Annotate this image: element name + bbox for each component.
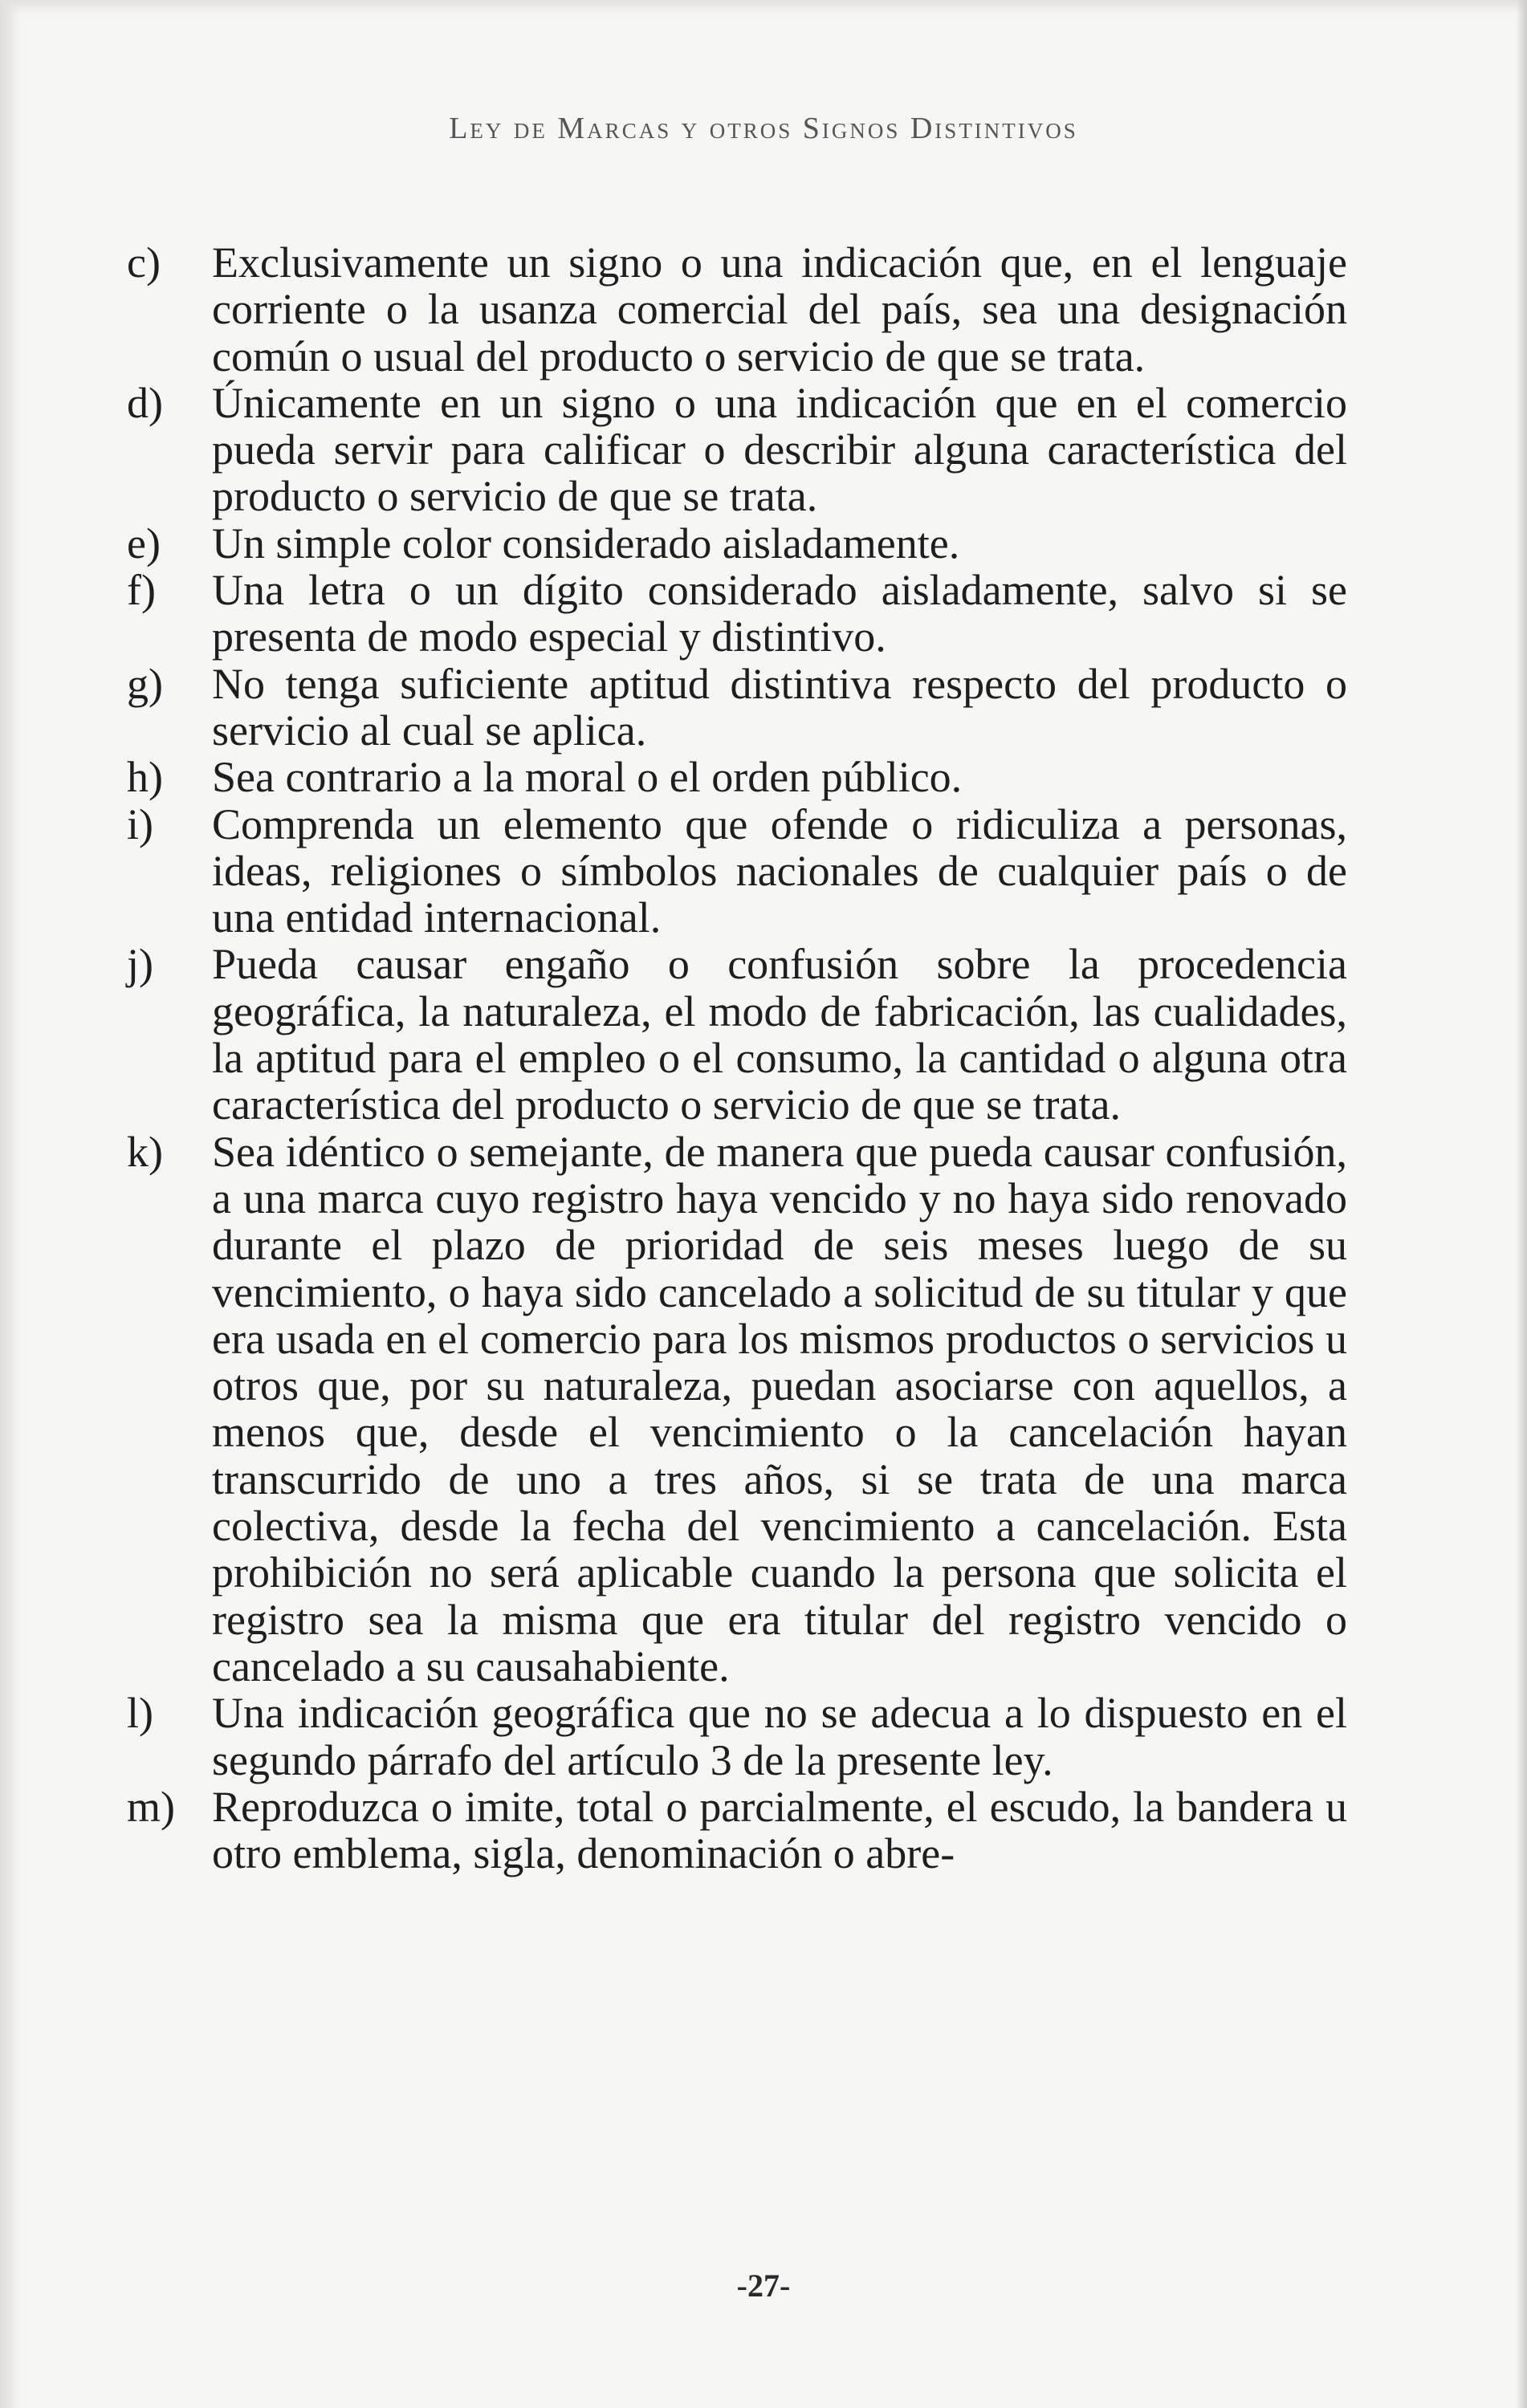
- item-marker: h): [127, 753, 163, 802]
- list-item-e: [127, 520, 1347, 567]
- item-marker: m): [127, 1782, 175, 1831]
- item-marker: f): [127, 566, 156, 615]
- list-item-d: [127, 380, 1347, 520]
- item-text: Un simple color considerado aisladamente.: [212, 519, 960, 567]
- list-item-m: [127, 1784, 1347, 1877]
- list-item-g: [127, 661, 1347, 755]
- item-text: No tenga suficiente aptitud distintiva respecto del producto o servicio al cual se aplica.: [212, 659, 1347, 755]
- running-header: Ley de Marcas y otros Signos Distintivos: [449, 112, 1078, 145]
- item-marker: j): [127, 940, 153, 989]
- page-gutter-shadow: [0, 0, 21, 2408]
- item-text: Sea idéntico o semejante, de manera que pueda causar confusión, a una marca cuyo registro haya vencido y no haya sido renovado durante el plazo de prioridad de seis meses luego de su vencimiento, o haya sido cancelado a solicitud de su titular y que era usada en el comercio para los mismos productos o servicios u otros que, por su naturaleza, puedan asociarse con aquellos, a menos que, desde el vencimiento o la cancelación hayan transcurrido de uno a tres años, si se trata de una marca colectiva, desde la fecha del vencimiento a cancelación. Esta prohibición no será aplicable cuando la persona que solicita el registro sea la misma que era titular del registro vencido o cancelado a su causahabiente.: [212, 1127, 1347, 1690]
- list-item-k: [127, 1129, 1347, 1690]
- list-item-i: [127, 801, 1347, 942]
- item-marker: i): [127, 799, 153, 848]
- page-edge-shadow: [1516, 0, 1527, 2408]
- list-item-c: [127, 239, 1347, 380]
- item-text: Reproduzca o imite, total o parcialmente, el escudo, la bandera u otro emblema, sigla, denominación o abre-: [212, 1782, 1347, 1878]
- list-item-l: [127, 1690, 1347, 1784]
- page-number: -27-: [736, 2268, 791, 2304]
- prohibition-list: [127, 239, 1347, 1877]
- item-marker: d): [127, 378, 163, 427]
- item-marker: k): [127, 1127, 163, 1176]
- item-marker: g): [127, 659, 163, 708]
- item-text: Comprenda un elemento que ofende o ridiculiza a personas, ideas, religiones o símbolos nacionales de cualquier país o de una entidad internacional.: [212, 799, 1347, 942]
- item-text: Exclusivamente un signo o una indicación que, en el lenguaje corriente o la usanza comercial del país, sea una designación común o usual del producto o servicio de que se trata.: [212, 238, 1347, 380]
- page-top-shadow: [0, 0, 1527, 14]
- item-text: Únicamente en un signo o una indicación que en el comercio pueda servir para calificar o describir alguna característica del producto o servicio de que se trata.: [212, 378, 1347, 521]
- item-text: Sea contrario a la moral o el orden público.: [212, 753, 963, 802]
- list-item-f: [127, 567, 1347, 661]
- list-item-j: [127, 941, 1347, 1128]
- item-marker: e): [127, 519, 161, 567]
- list-item-h: [127, 754, 1347, 800]
- item-text: Una letra o un dígito considerado aisladamente, salvo si se presenta de modo especial y distintivo.: [212, 566, 1347, 661]
- item-marker: c): [127, 238, 161, 287]
- item-text: Una indicación geográfica que no se adecua a lo dispuesto en el segundo párrafo del artículo 3 de la presente ley.: [212, 1689, 1347, 1784]
- item-text: Pueda causar engaño o confusión sobre la procedencia geográfica, la naturaleza, el modo de fabricación, las cualidades, la aptitud para el empleo o el consumo, la cantidad o alguna otra característica del producto o servicio de que se trata.: [212, 940, 1347, 1129]
- item-marker: l): [127, 1689, 153, 1738]
